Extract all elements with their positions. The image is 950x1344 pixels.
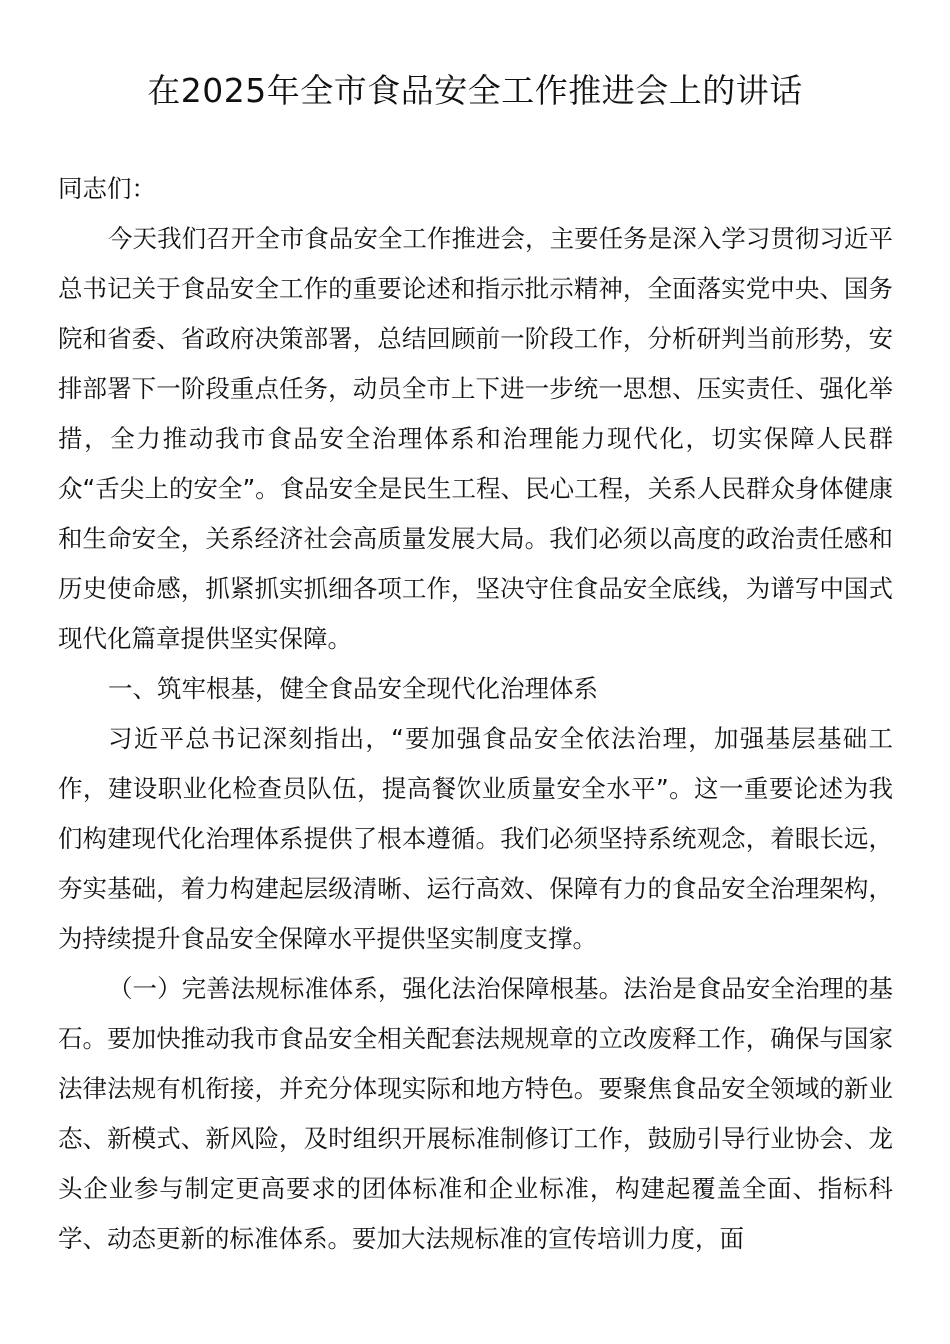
- section-heading-1: 一、筑牢根基，健全食品安全现代化治理体系: [108, 674, 598, 703]
- document-body: [58, 164, 893, 1264]
- document-title: 在2025年全市食品安全工作推进会上的讲话: [147, 71, 803, 110]
- salutation: 同志们：: [58, 174, 156, 203]
- paragraph-subsection-1: （一）完善法规标准体系，强化法治保障根基。法治是食品安全治理的基石。要加快推动我市食品安全相关配套法规规章的立改废释工作，确保与国家法律法规有机衔接，并充分体现实际和地方特色。要聚焦食品安全领域的新业态、新模式、新风险，及时组织开展标准制修订工作，鼓励引导行业协会、龙头企业参与制定更高要求的团体标准和企业标准，构建起覆盖全面、指标科学、动态更新的标准体系。要加大法规标准的宣传培训力度，面: [58, 974, 893, 1253]
- paragraph-section-1-intro: 习近平总书记深刻指出，“要加强食品安全依法治理，加强基层基础工作，建设职业化检查员队伍，提高餐饮业质量安全水平”。这一重要论述为我们构建现代化治理体系提供了根本遵循。我们必须坚持系统观念，着眼长远，夯实基础，着力构建起层级清晰、运行高效、保障有力的食品安全治理架构，为持续提升食品安全保障水平提供坚实制度支撑。: [58, 724, 893, 953]
- paragraph-opening: 今天我们召开全市食品安全工作推进会，主要任务是深入学习贯彻习近平总书记关于食品安全工作的重要论述和指示批示精神，全面落实党中央、国务院和省委、省政府决策部署，总结回顾前一阶段工作，分析研判当前形势，安排部署下一阶段重点任务，动员全市上下进一步统一思想、压实责任、强化举措，全力推动我市食品安全治理体系和治理能力现代化，切实保障人民群众“舌尖上的安全”。食品安全是民生工程、民心工程，关系人民群众身体健康和生命安全，关系经济社会高质量发展大局。我们必须以高度的政治责任感和历史使命感，抓紧抓实抓细各项工作，坚决守住食品安全底线，为谱写中国式现代化篇章提供坚实保障。: [58, 224, 893, 653]
